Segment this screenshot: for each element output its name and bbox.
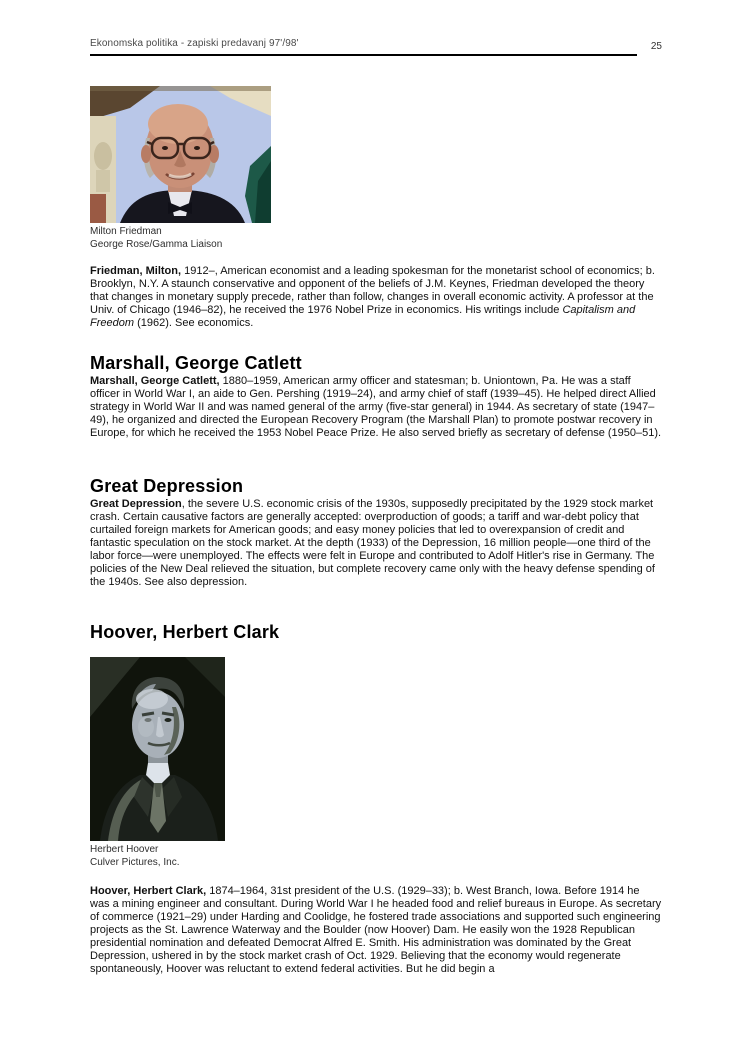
page-header (90, 38, 662, 56)
friedman-book-title: Capitalism and Freedom (90, 304, 636, 329)
hoover-paragraph (90, 885, 662, 976)
hoover-entry-term: Hoover, Herbert Clark, (90, 885, 207, 897)
page-header-rule (90, 38, 637, 56)
hoover-heading: Hoover, Herbert Clark (90, 622, 280, 642)
marshall-entry-text: 1880–1959, American army officer and statesman; b. Uniontown, Pa. He was a staff officer in World War I, an aide to Gen. Pershing (1919–24), and army chief of staff (1939–45). He helped direct Allied strategy in World War II and was named general of the army (five-star general) in 1944. As secretary of state (1947–49), he organized and directed the European Recovery Program (the Marshall Plan) to promote postwar recovery in Europe, for which he received the 1953 Nobel Peace Prize. He also served briefly as secretary of defense (1950–51). (90, 375, 662, 439)
friedman-caption-credit: George Rose/Gamma Liaison (90, 239, 223, 250)
running-header-title: Ekonomska politika - zapiski predavanj 97'/98' (90, 38, 299, 49)
great-depression-entry-term: Great Depression (90, 498, 182, 510)
hoover-photo-image (90, 657, 662, 841)
hoover-figure (90, 657, 662, 869)
great-depression-heading: Great Depression (90, 476, 244, 496)
great-depression-entry-text: , the severe U.S. economic crisis of the 1930s, supposedly precipitated by the 1929 stock market crash. Certain causative factors are generally accepted: overproduction of goods; a tariff and war-debt policy that curtailed foreign markets for American goods; and easy money policies that led to overexpansion of credit and fantastic speculation on the stock market. At the depth (1933) of the Depression, 16 million people—one third of the labor force—were unemployed. The effects were felt in Europe and contributed to Adolf Hitler's rise in Germany. The policies of the New Deal relieved the situation, but complete recovery came only with the heavy defense spending of the 1940s. See also depression. (90, 498, 655, 588)
friedman-entry-term: Friedman, Milton, (90, 265, 182, 277)
friedman-photo-image (90, 86, 662, 223)
friedman-caption-name: Milton Friedman (90, 226, 162, 237)
friedman-figure (90, 86, 662, 251)
friedman-paragraph (90, 265, 662, 330)
hoover-entry-text: 1874–1964, 31st president of the U.S. (1929–33); b. West Branch, Iowa. Before 1914 he was a mining engineer and consultant. During World War I he headed food and relief bureaus in Europe. As secretary of commerce (1921–29) under Harding and Coolidge, he fostered trade associations and supported such engineering projects as the St. Lawrence Waterway and the Boulder (now Hoover) Dam. He easily won the 1928 Republican presidential nomination and defeated Democrat Alfred E. Smith. His administration was dominated by the Great Depression, ushered in by the stock market crash of Oct. 1929. Believing that the economy would regenerate spontaneously, Hoover was reluctant to extend federal activities. But he did begin a (90, 885, 662, 975)
marshall-entry-term: Marshall, George Catlett, (90, 375, 220, 387)
marshall-paragraph (90, 375, 662, 440)
hoover-caption-name: Herbert Hoover (90, 844, 159, 855)
friedman-entry-text-1: 1912–, American economist and a leading spokesman for the monetarist school of economics; b. Brooklyn, N.Y. A staunch conservative and opponent of the beliefs of J.M. Keynes, Friedman developed the theory that changes in monetary supply precede, rather than follow, changes in overall economic activity. A professor at the Univ. of Chicago (1946–82), he received the 1976 Nobel Prize in economics. His writings include (90, 265, 655, 316)
friedman-entry-text-2: (1962). See economics. (134, 317, 254, 329)
great-depression-paragraph (90, 498, 662, 589)
hoover-caption-credit: Culver Pictures, Inc. (90, 857, 180, 868)
page-number: 25 (650, 41, 662, 52)
marshall-heading: Marshall, George Catlett (90, 353, 302, 373)
